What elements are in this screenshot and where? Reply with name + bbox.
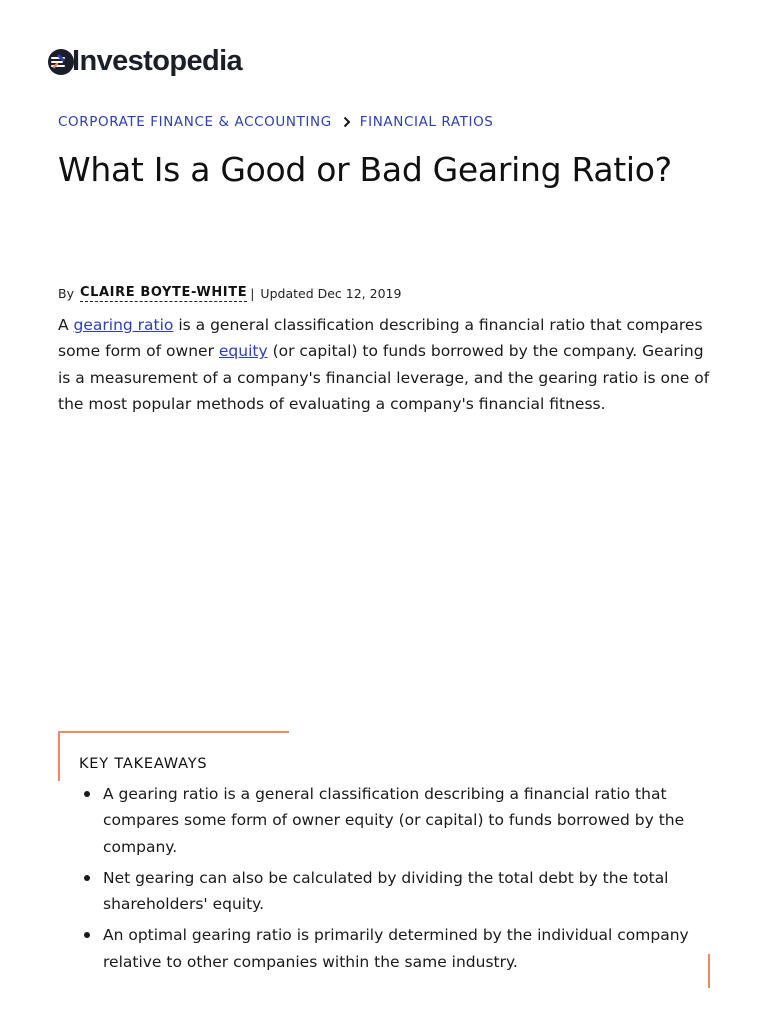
list-item-text: A gearing ratio is a general classification describing a financial ratio that compares some form of owner equity (or capital) to funds borrowed by the company.	[103, 785, 685, 856]
chevron-right-icon	[340, 115, 354, 129]
updated-date: Updated Dec 12, 2019	[260, 286, 402, 301]
byline	[58, 285, 401, 302]
author-link[interactable]: CLAIRE BOYTE-WHITE	[79, 285, 248, 300]
article-intro	[58, 312, 718, 417]
list-item-text: Net gearing can also be calculated by dividing the total debt by the total shareholders' equity.	[103, 868, 669, 914]
key-takeaways-list	[103, 781, 703, 980]
equity-link[interactable]: equity	[218, 342, 268, 361]
bullet-icon	[84, 875, 90, 881]
breadcrumb-link-financial-ratios[interactable]: FINANCIAL RATIOS	[359, 114, 494, 130]
key-takeaways-heading: KEY TAKEAWAYS	[79, 756, 208, 772]
key-takeaways-left-rule	[58, 731, 60, 781]
byline-by-label: By	[58, 286, 74, 301]
breadcrumb	[58, 114, 493, 130]
bullet-icon	[84, 932, 90, 938]
list-item	[103, 865, 703, 918]
article-title: What Is a Good or Bad Gearing Ratio?	[58, 150, 672, 189]
decorative-accent-mark	[708, 954, 710, 988]
investopedia-logo[interactable]	[46, 42, 242, 82]
list-item	[103, 781, 703, 860]
logo-wordmark: Investopedia	[72, 44, 243, 77]
intro-text-3: (or capital) to funds borrowed by the company. Gearing is a measurement of a company's financial leverage, and the gearing ratio is one of the most popular methods of evaluating a company's financial fitness.	[58, 342, 710, 413]
intro-text-1: A	[58, 316, 74, 334]
bullet-icon	[84, 791, 90, 797]
breadcrumb-link-corporate-finance[interactable]: CORPORATE FINANCE & ACCOUNTING	[58, 114, 332, 130]
intro-text-2: is a general classification describing a financial ratio that compares some form of owner	[58, 316, 703, 361]
list-item-text: An optimal gearing ratio is primarily determined by the individual company relative to other companies within the same industry.	[103, 926, 689, 971]
byline-divider: |	[250, 286, 255, 301]
key-takeaways-top-rule	[58, 731, 289, 733]
list-item	[103, 922, 703, 975]
gearing-ratio-link[interactable]: gearing ratio	[73, 316, 174, 334]
